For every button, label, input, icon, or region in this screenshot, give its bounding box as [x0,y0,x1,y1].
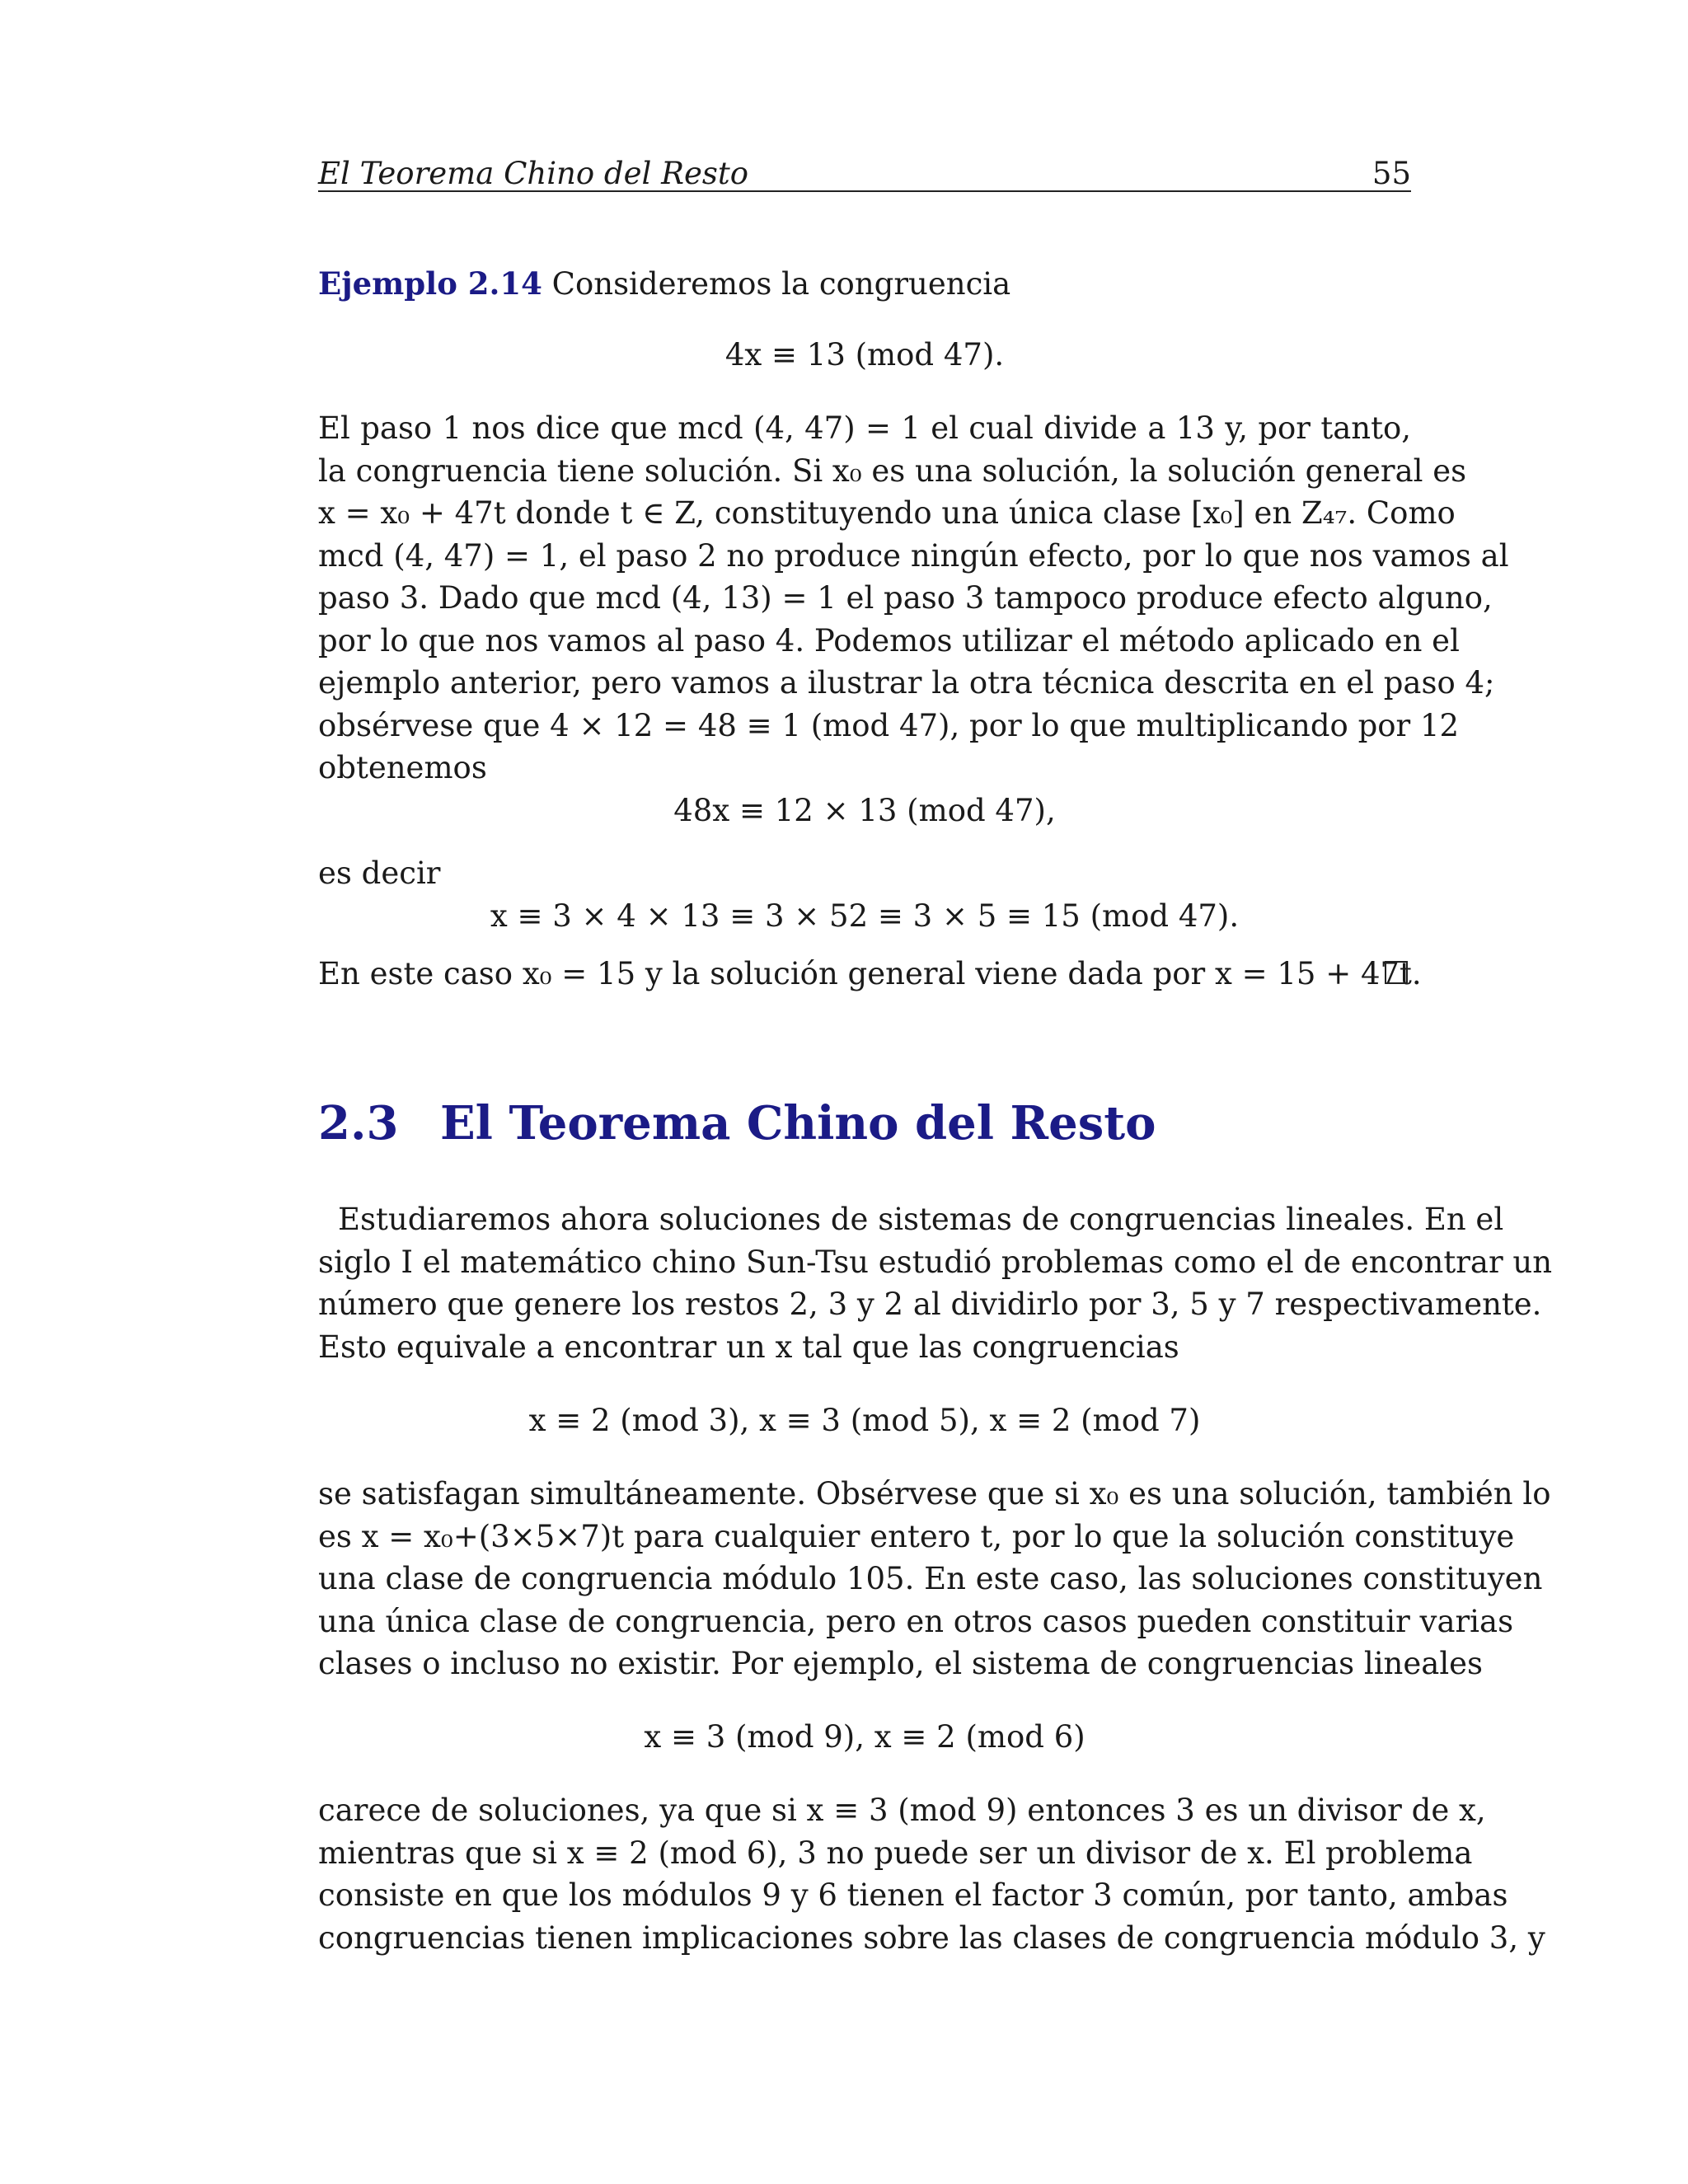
paragraph-line: una única clase de congruencia, pero en otros casos pueden constituir varias [318,1604,1514,1639]
paragraph-line: obtenemos [318,750,487,785]
example-heading [318,262,1411,306]
section-heading [318,1096,1156,1151]
paragraph-line: Estudiaremos ahora soluciones de sistemas de congruencias lineales. En el [338,1202,1504,1237]
equation: x ≡ 3 × 4 × 13 ≡ 3 × 52 ≡ 3 × 5 ≡ 15 (mod 47). [490,898,1240,934]
paragraph-line: Esto equivale a encontrar un x tal que las congruencias [318,1329,1179,1365]
equation: x ≡ 3 (mod 9), x ≡ 2 (mod 6) [644,1719,1085,1755]
paragraph-line: El paso 1 nos dice que mcd (4, 47) = 1 el cual divide a 13 y, por tanto, [318,410,1411,446]
paragraph-line: es decir [318,855,441,891]
paragraph-line: obsérvese que 4 × 12 = 48 ≡ 1 (mod 47), por lo que multiplicando por 12 [318,708,1460,743]
paragraph-line: número que genere los restos 2, 3 y 2 al dividirlo por 3, 5 y 7 respectivamente. [318,1286,1542,1322]
paragraph-line: se satisfagan simultáneamente. Obsérvese que si x₀ es una solución, también lo [318,1476,1551,1511]
qed-symbol [1385,961,1408,984]
paragraph-line: una clase de congruencia módulo 105. En este caso, las soluciones constituyen [318,1561,1543,1596]
page-number: 55 [1372,156,1411,191]
running-header [318,152,1411,192]
equation: 48x ≡ 12 × 13 (mod 47), [673,793,1056,828]
paragraph-line: congruencias tienen implicaciones sobre las clases de congruencia módulo 3, y [318,1920,1545,1956]
equation: x ≡ 2 (mod 3), x ≡ 3 (mod 5), x ≡ 2 (mod 7) [528,1403,1201,1438]
paragraph-line: clases o incluso no existir. Por ejemplo, el sistema de congruencias lineales [318,1646,1484,1681]
paragraph-line: mcd (4, 47) = 1, el paso 2 no produce ningún efecto, por lo que nos vamos al [318,538,1509,574]
paragraph-line: consiste en que los módulos 9 y 6 tienen el factor 3 común, por tanto, ambas [318,1877,1508,1913]
paragraph-line: mientras que si x ≡ 2 (mod 6), 3 no puede ser un divisor de x. El problema [318,1835,1473,1871]
paragraph-line: paso 3. Dado que mcd (4, 13) = 1 el paso 3 tampoco produce efecto alguno, [318,580,1493,616]
equation: 4x ≡ 13 (mod 47). [724,337,1005,373]
paragraph-line: ejemplo anterior, pero vamos a ilustrar la otra técnica descrita en el paso 4; [318,665,1495,701]
example-label: Ejemplo 2.14 [318,265,542,302]
paragraph-line: es x = x₀+(3×5×7)t para cualquier entero t, por lo que la solución constituye [318,1519,1515,1554]
example-intro: Consideremos la congruencia [542,266,1011,302]
paragraph-line: por lo que nos vamos al paso 4. Podemos utilizar el método aplicado en el [318,623,1460,658]
section-title: El Teorema Chino del Resto [440,1096,1156,1151]
paragraph-line: carece de soluciones, ya que si x ≡ 3 (mod 9) entonces 3 es un divisor de x, [318,1793,1486,1828]
section-number: 2.3 [318,1096,399,1151]
paragraph-line: la congruencia tiene solución. Si x₀ es una solución, la solución general es [318,453,1467,489]
paragraph-line: x = x₀ + 47t donde t ∈ Z, constituyendo una única clase [x₀] en Z₄₇. Como [318,495,1456,531]
paragraph-line: siglo I el matemático chino Sun-Tsu estudió problemas como el de encontrar un [318,1244,1553,1280]
conclusion-line: En este caso x₀ = 15 y la solución general viene dada por x = 15 + 47t. [318,956,1422,991]
running-title: El Teorema Chino del Resto [318,156,748,191]
